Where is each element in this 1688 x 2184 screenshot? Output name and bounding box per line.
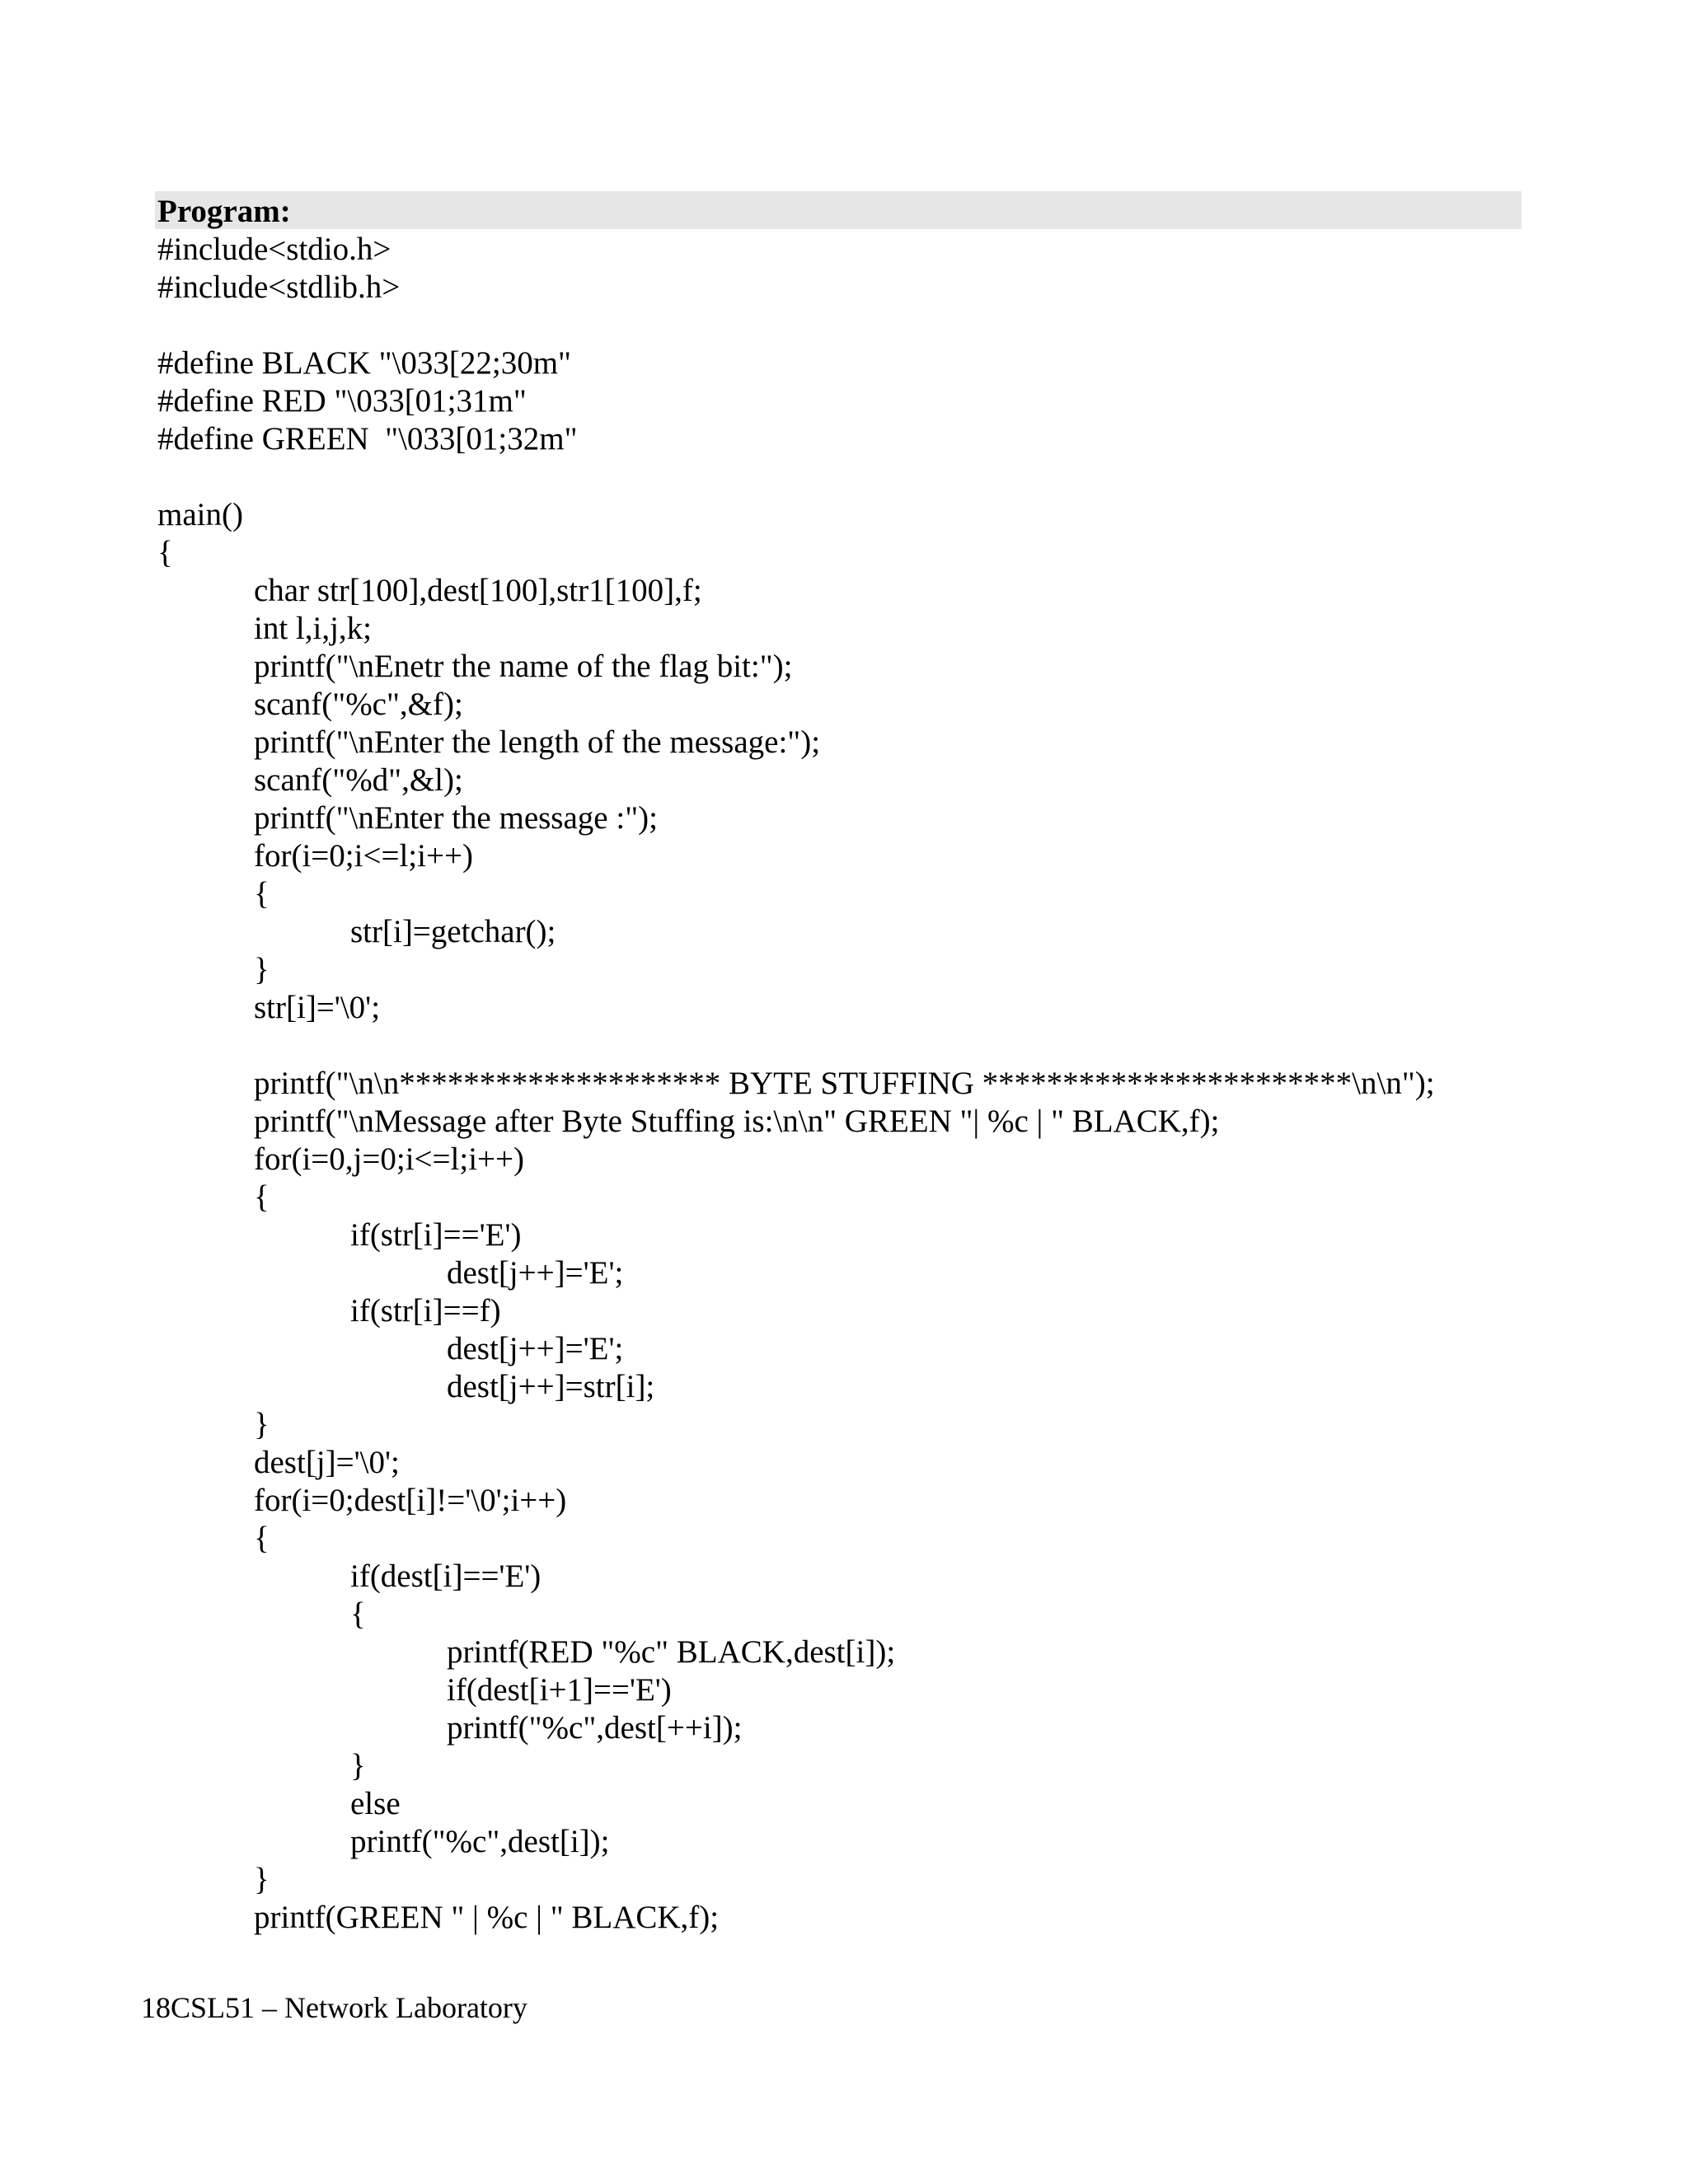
code-line: dest[j++]=str[i]; <box>157 1369 655 1404</box>
code-line: } <box>157 1407 270 1442</box>
code-line: str[i]=getchar(); <box>157 914 556 949</box>
code-line: printf(GREEN " | %c | " BLACK,f); <box>157 1900 720 1935</box>
code-line: printf("\nEnter the length of the message:"); <box>157 724 821 760</box>
code-line: char str[100],dest[100],str1[100],f; <box>157 573 702 608</box>
code-line: if(str[i]=='E') <box>157 1217 522 1253</box>
code-line: { <box>157 876 270 912</box>
code-line: printf("\nEnter the message :"); <box>157 800 658 836</box>
code-line: } <box>157 952 270 987</box>
code-line: for(i=0,j=0;i<=l;i++) <box>157 1141 525 1177</box>
code-line: dest[j++]='E'; <box>157 1331 624 1366</box>
code-line: dest[j]='\0'; <box>157 1445 400 1480</box>
code-line: #define GREEN "\033[01;32m" <box>157 421 578 457</box>
code-line <box>157 307 1435 344</box>
code-line: printf(RED "%c" BLACK,dest[i]); <box>157 1634 896 1670</box>
code-line: if(dest[i]=='E') <box>157 1558 542 1594</box>
code-line: printf("\n\n******************** BYTE STUFFING ***********************\n\n"); <box>157 1066 1435 1101</box>
code-line: printf("\nEnetr the name of the flag bit:"); <box>157 649 793 684</box>
section-heading: Program: <box>157 194 291 229</box>
code-line: for(i=0;i<=l;i++) <box>157 838 473 874</box>
code-line: scanf("%d",&l); <box>157 762 463 798</box>
code-line: dest[j++]='E'; <box>157 1255 624 1291</box>
code-line: printf("%c",dest[i]); <box>157 1824 610 1859</box>
code-line <box>157 1027 1435 1065</box>
code-block <box>157 231 1435 1937</box>
code-line: if(str[i]==f) <box>157 1293 501 1329</box>
page-footer: 18CSL51 – Network Laboratory <box>141 1991 528 2024</box>
code-line: { <box>157 535 173 570</box>
code-line: } <box>157 1862 270 1897</box>
code-line: { <box>157 1596 366 1632</box>
code-line <box>157 458 1435 496</box>
code-line: #define RED "\033[01;31m" <box>157 383 527 419</box>
code-line: scanf("%c",&f); <box>157 687 463 722</box>
code-line: main() <box>157 497 243 532</box>
code-line: else <box>157 1786 401 1821</box>
code-line: #include<stdio.h> <box>157 232 392 267</box>
heading-highlight-bar <box>155 191 1522 229</box>
code-line: #include<stdlib.h> <box>157 269 401 305</box>
code-line: #define BLACK "\033[22;30m" <box>157 345 571 381</box>
code-line: } <box>157 1748 366 1783</box>
code-line: printf("\nMessage after Byte Stuffing is:\n\n" GREEN "| %c | " BLACK,f); <box>157 1104 1220 1139</box>
code-line: for(i=0;dest[i]!='\0';i++) <box>157 1483 567 1518</box>
code-line: { <box>157 1179 270 1215</box>
code-line: str[i]='\0'; <box>157 990 381 1025</box>
code-line: if(dest[i+1]=='E') <box>157 1672 672 1708</box>
code-line: printf("%c",dest[++i]); <box>157 1710 743 1746</box>
code-line: int l,i,j,k; <box>157 611 373 646</box>
code-line: { <box>157 1521 270 1556</box>
